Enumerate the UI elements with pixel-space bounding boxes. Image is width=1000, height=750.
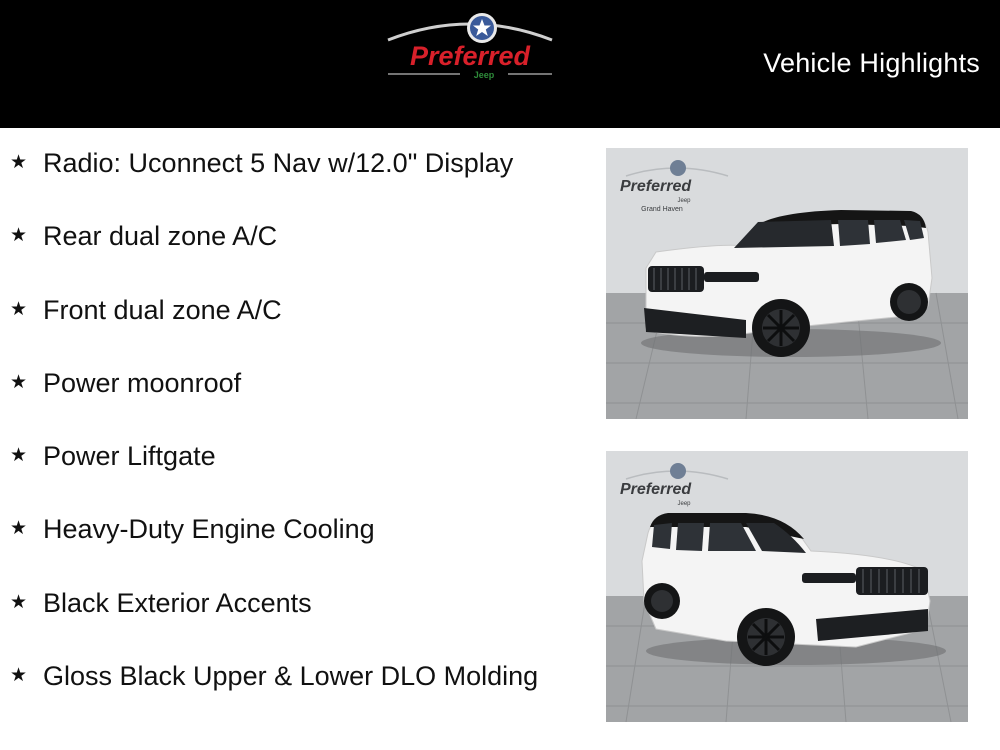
star-bullet-icon: ★ (10, 371, 28, 393)
feature-label: Black Exterior Accents (43, 587, 312, 618)
star-bullet-icon: ★ (10, 152, 28, 173)
star-bullet-icon: ★ (10, 518, 28, 540)
feature-label: Front dual zone A/C (43, 294, 282, 325)
list-item (10, 439, 580, 512)
header-bar (0, 0, 1000, 128)
feature-label: Power Liftgate (43, 441, 216, 472)
photo-watermark-brand: Preferred (620, 481, 692, 498)
list-item (10, 366, 580, 439)
logo-brand-text: Preferred (409, 41, 531, 71)
page-title: Vehicle Highlights (763, 48, 980, 78)
photo-watermark-location: Grand Haven (641, 206, 683, 213)
star-bullet-icon: ★ (10, 665, 28, 687)
highlights-list (10, 146, 580, 693)
dealer-logo (380, 10, 560, 90)
feature-label: Gloss Black Upper & Lower DLO Molding (43, 661, 539, 692)
feature-label: Heavy-Duty Engine Cooling (43, 514, 375, 545)
feature-label: Radio: Uconnect 5 Nav w/12.0" Display (43, 148, 514, 178)
star-bullet-icon: ★ (10, 225, 28, 247)
feature-label: Power moonroof (43, 367, 242, 398)
star-bullet-icon: ★ (10, 298, 28, 320)
photo-watermark-sub: Jeep (677, 198, 691, 204)
vehicle-photo-front (606, 148, 968, 419)
list-item (10, 586, 580, 659)
logo-jeep-text: Jeep (473, 70, 495, 80)
star-bullet-icon: ★ (10, 445, 28, 467)
list-item (10, 219, 580, 292)
feature-label: Rear dual zone A/C (43, 221, 278, 252)
photo-watermark-sub: Jeep (677, 501, 691, 507)
list-item (10, 293, 580, 366)
list-item (10, 512, 580, 585)
vehicle-photo-front-right (606, 451, 968, 722)
list-item (10, 146, 580, 219)
list-item (10, 659, 580, 693)
photo-watermark-brand: Preferred (620, 178, 692, 195)
star-bullet-icon: ★ (10, 591, 28, 613)
